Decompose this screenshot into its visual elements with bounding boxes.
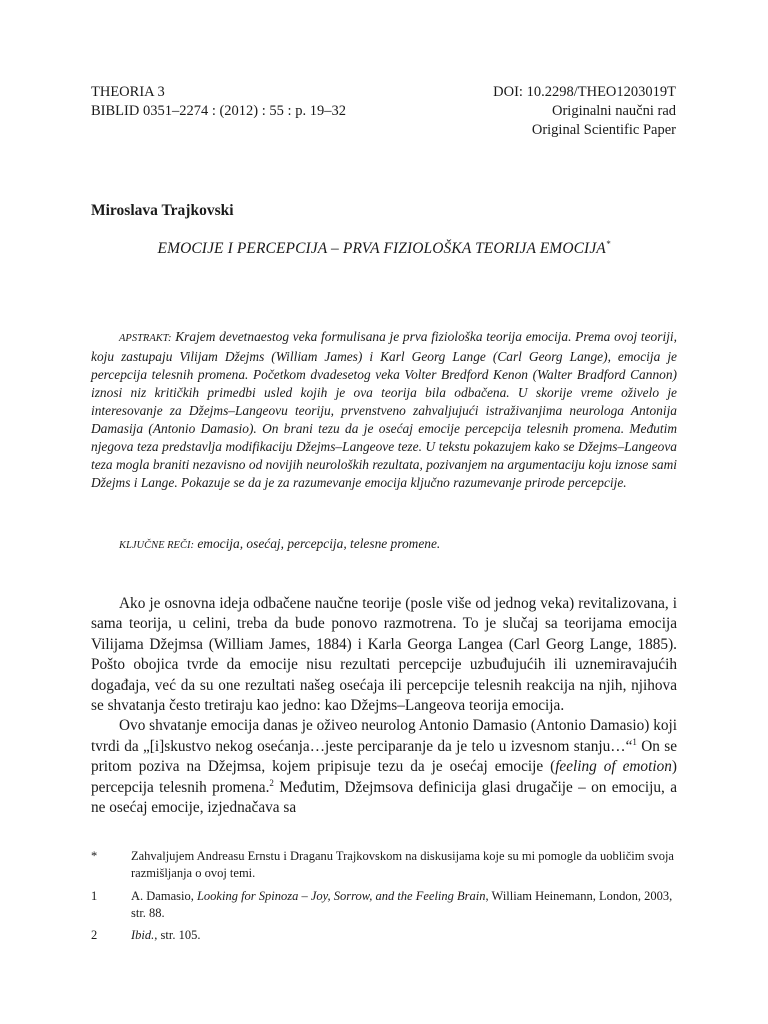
paper-title (91, 239, 677, 258)
emphasis-feeling-of-emotion: feeling of emotion (555, 758, 672, 776)
footnote-1 (91, 888, 677, 922)
abstract-label: APSTRAKT: (119, 333, 172, 344)
footnote-2-text (131, 927, 677, 944)
footnote-2 (91, 927, 677, 944)
footnote-2-page: , str. 105. (154, 928, 201, 942)
paragraph-2-part-c: ) percepcija telesnih promena. (91, 758, 677, 796)
paragraph-1: Ako je osnovna ideja odbačene naučne teorije (posle više od jednog veka) revitalizovana, i sama teorija, u celini, treba da bude ponovo razmotrena. To je slučaj sa teorijama emocija Vilijama Džejmsa (William James, 1884) i Karla Georga Langea (Carl Georg Lange, 1885). Pošto obojica tvrde da emocije nisu rezultati percepcije uzbuđujućih ili uznemiravajućih događaja, već da su one rezultati našeg osećaja ili percepcije telesnih reakcija na njih, njihova se shvatanja često tretiraju kao jedno: kao Džejms–Langeova teorija emocija. (91, 595, 677, 715)
paper-type-english: Original Scientific Paper (531, 122, 676, 138)
abstract (91, 328, 677, 492)
footnote-2-ibid: Ibid. (131, 928, 155, 942)
paragraph-2-part-a: Ovo shvatanje emocija danas je oživeo neurolog Antonio Damasio (Antonio Damasio) koji tvrdi da „[i]skustvo nekog osećanja…jeste perciparanje da je telo u izvesnom stanju…“ (91, 717, 677, 755)
footnote-1-publisher: , William Heinemann, London, 2003, str. 88. (131, 889, 673, 920)
footnote-1-text (131, 888, 677, 922)
paper-title-text: EMOCIJE I PERCEPCIJA – PRVA FIZIOLOŠKA TEORIJA EMOCIJA (157, 240, 606, 258)
paragraph-2 (91, 716, 677, 818)
footnote-star-text: Zahvaljujem Andreasu Ernstu i Draganu Trajkovskom na diskusijama koje su mi pomogle da uobličim svoja razmišljanja o ovoj temi. (131, 849, 674, 880)
journal-name: THEORIA 3 (91, 84, 165, 100)
biblid: BIBLID 0351–2274 : (2012) : 55 : p. 19–32 (91, 103, 346, 119)
footnote-ref-2[interactable]: 2 (269, 777, 274, 788)
footnote-2-mark: 2 (91, 928, 98, 942)
keywords-label: KLJUČNE REČI: (119, 540, 194, 551)
keywords (119, 536, 440, 552)
paragraph-2-part-d: Međutim, Džejmsova definicija glasi drugačije – on emociju, a ne osećaj emocije, izjednačava sa (91, 778, 677, 817)
paper-type-serbian: Originalni naučni rad (551, 103, 676, 119)
footnote-1-book-title: Looking for Spinoza – Joy, Sorrow, and the Feeling Brain (196, 889, 486, 903)
keywords-text: emocija, osećaj, percepcija, telesne promene. (197, 536, 441, 551)
footnote-acknowledgment (91, 848, 677, 882)
header-left (91, 83, 346, 121)
footnote-star-mark: * (91, 849, 98, 863)
doi: DOI: 10.2298/THEO1203019T (493, 84, 676, 100)
footnote-ref-1[interactable]: 1 (632, 736, 637, 747)
author-name: Miroslava Trajkovski (91, 202, 234, 219)
body-text (91, 594, 677, 818)
abstract-text: Krajem devetnaestog veka formulisana je prva fiziološka teorija emocija. Prema ovoj teoriji, koju zastupaju Vilijam Džejms (William James) i Karl Georg Lange (Carl Georg Lange), emocija je percepcija telesnih promena. Početkom dvadesetog veka Volter Bredford Kenon (Walter Bradford Cannon) iznosi niz kritičkih primedbi usled kojih je ova teorija bila odbačena. U skorije vreme oživelo je interesovanje za Džejms–Langeovu teoriju, prvenstveno zahvaljujući istraživanjima neurologa Antonija Damasija (Antonio Damasio). On brani tezu da je osećaj emocije percepcija telesnih promena. Međutim njegova teza predstavlja modifikaciju Džejms–Langeove teze. U tekstu pokazujem kako se Džejms–Langeova teza mogla braniti nezavisno od novijih neuroloških rezultata, pozivanjem na argumentaciju koju iznose sami Džejms i Lange. Pokazuje se da je za razumevanje emocija ključno razumevanje prirode percepcije. (91, 329, 677, 490)
footnote-1-author: A. Damasio, (131, 889, 197, 903)
header-right (493, 83, 676, 140)
paragraph-2-part-b: On se pritom poziva na Džejmsa, kojem pripisuje tezu da je osećaj emocije ( (91, 737, 678, 776)
title-footnote-mark: * (605, 239, 611, 249)
footnote-1-mark: 1 (91, 889, 98, 903)
